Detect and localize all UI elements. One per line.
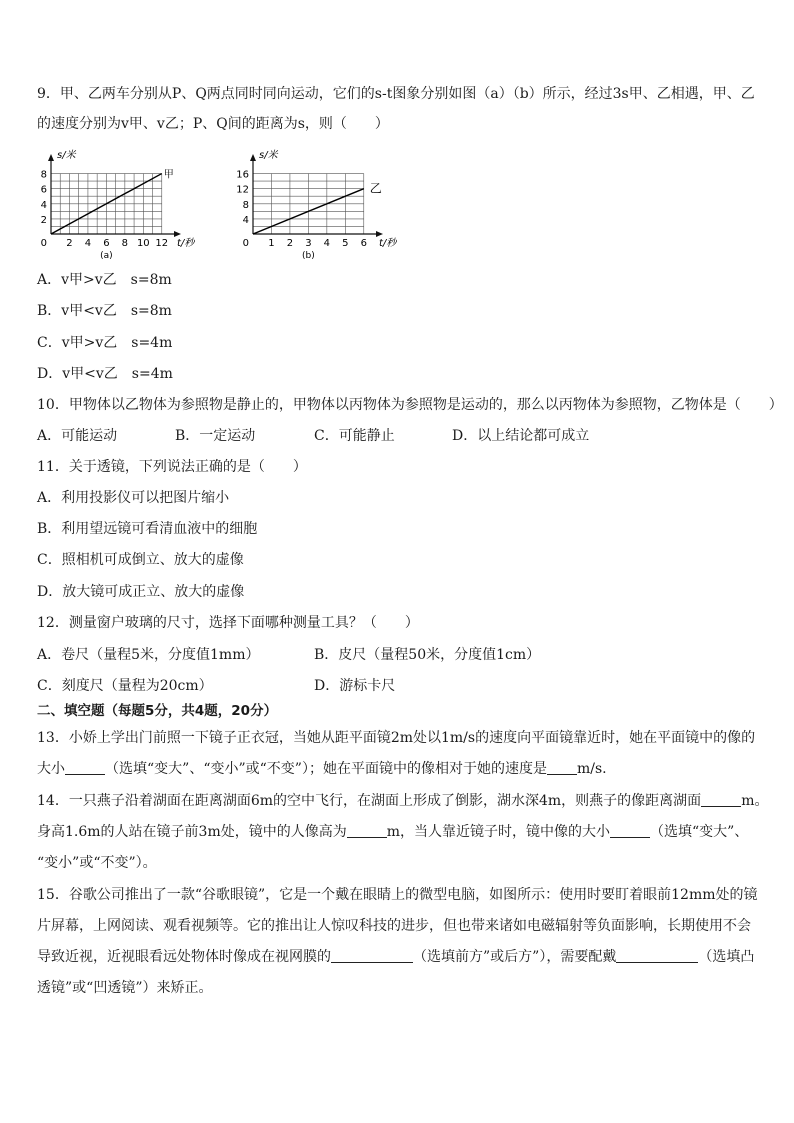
- q9-stem-line1: 9．甲、乙两车分别从P、Q两点同时同向运动，它们的s-t图象分别如图（a）（b）所示，经过3s甲、乙相遇，甲、乙: [37, 86, 755, 102]
- q14-text-c: 身高1.6m的人站在镜子前3m处，镜中的人像高为: [37, 824, 347, 840]
- q11-stem: 11．关于透镜，下列说法正确的是（ ）: [37, 459, 307, 475]
- q11-option-c[interactable]: C．照相机可成倒立、放大的虚像: [37, 552, 244, 568]
- q10-stem: 10．甲物体以乙物体为参照物是静止的，甲物体以丙物体为参照物是运动的，那么以丙物体为参照物，乙物体是（ ）: [37, 397, 783, 413]
- q11-option-a[interactable]: A．利用投影仪可以把图片缩小: [37, 490, 230, 506]
- q14-blank-1[interactable]: [701, 792, 741, 807]
- x-tick-label: 1: [268, 238, 275, 249]
- q13-text-a: 大小: [37, 761, 65, 777]
- q10-option-b[interactable]: B．一定运动: [175, 428, 256, 444]
- y-axis-label: s/米: [57, 150, 76, 161]
- series-label: 乙: [369, 181, 382, 196]
- q15-line2: 片屏幕，上网阅读、观看视频等。它的推出让人惊叹科技的进步，但也带来诸如电磁辐射等负面影响，长期使用不会: [37, 918, 751, 934]
- y-tick-label: 16: [236, 169, 249, 181]
- q15-line4: 透镜”或“凹透镜”）来矫正。: [37, 980, 213, 996]
- x-tick-label: 4: [323, 238, 331, 249]
- q14-text-a: 14．一只燕子沿着湖面在距离湖面6m的空中飞行，在湖面上形成了倒影，湖水深4m，则燕子的像距离湖面: [37, 793, 702, 809]
- q15-line1: 15．谷歌公司推出了一款“谷歌眼镜”，它是一个戴在眼睛上的微型电脑，如图所示：使用时要盯着眼前12mm处的镜: [37, 887, 758, 903]
- y-tick-label: 8: [242, 199, 249, 211]
- q15-line3: [37, 947, 759, 967]
- q14-blank-2[interactable]: [347, 823, 387, 838]
- x-axis-arrow: [174, 231, 181, 237]
- q15-blank-1[interactable]: [331, 948, 413, 963]
- q13-text-b: （选填“变大”、“变小”或“不变”）；她在平面镜中的像相对于她的速度是: [105, 761, 547, 777]
- y-axis-arrow: [48, 154, 54, 161]
- q12-option-d[interactable]: D．游标卡尺: [314, 678, 396, 694]
- q13-blank-2[interactable]: [547, 760, 577, 775]
- origin-label: 0: [242, 238, 249, 249]
- chart-b-yi: [233, 138, 413, 264]
- x-axis-label: t/秒: [177, 238, 195, 249]
- x-axis-label: t/秒: [379, 238, 397, 249]
- series-label: 甲: [163, 169, 174, 181]
- x-axis-arrow: [376, 231, 383, 237]
- q14-line2: [37, 822, 759, 842]
- x-tick-label: 6: [360, 238, 367, 249]
- y-tick-label: 4: [242, 214, 249, 226]
- y-tick-label: 6: [40, 184, 47, 196]
- q13-blank-1[interactable]: [65, 760, 105, 775]
- q14-line1: [37, 791, 769, 811]
- q9-option-d[interactable]: D．v甲<v乙 s=4m: [37, 366, 173, 382]
- q12-stem: 12．测量窗户玻璃的尺寸，选择下面哪种测量工具？（ ）: [37, 615, 419, 631]
- q10-option-c[interactable]: C．可能静止: [314, 428, 395, 444]
- q14-blank-3[interactable]: [610, 823, 650, 838]
- q14-line3: “变小”或“不变”）。: [37, 855, 157, 871]
- q10-option-d[interactable]: D．以上结论都可成立: [452, 428, 590, 444]
- q9-option-c[interactable]: C．v甲>v乙 s=4m: [37, 335, 173, 351]
- chart-a-jia: [33, 138, 213, 264]
- x-tick-label: 4: [84, 238, 92, 249]
- y-tick-label: 12: [236, 184, 249, 196]
- x-tick-label: 5: [342, 238, 349, 249]
- q13-line1: 13．小娇上学出门前照一下镜子正衣冠，当她从距平面镜2m处以1m/s的速度向平面镜靠近时，她在平面镜中的像的: [37, 730, 756, 746]
- q15-blank-2[interactable]: [616, 948, 698, 963]
- x-tick-label: 12: [155, 238, 169, 249]
- q11-option-d[interactable]: D．放大镜可成正立、放大的虚像: [37, 584, 245, 600]
- x-tick-label: 2: [286, 238, 294, 249]
- q11-option-b[interactable]: B．利用望远镜可看清血液中的细胞: [37, 521, 258, 537]
- x-tick-label: 8: [121, 238, 129, 249]
- q13-line2: [37, 759, 759, 779]
- q14-text-d: m，当人靠近镜子时，镜中像的大小: [386, 824, 611, 840]
- origin-label: 0: [40, 238, 47, 249]
- section-2-heading: 二、填空题（每题5分，共4题，20分）: [37, 703, 278, 719]
- y-tick-label: 4: [40, 199, 47, 211]
- y-axis-label: s/米: [259, 150, 278, 161]
- q12-option-b[interactable]: B．皮尺（量程50米，分度值1cm）: [314, 647, 541, 663]
- y-tick-label: 8: [40, 169, 47, 181]
- q15-text-c: （选填凸: [698, 949, 755, 965]
- q15-text-a: 导致近视，近视眼看远处物体时像成在视网膜的: [37, 949, 331, 965]
- q12-option-c[interactable]: C．刻度尺（量程为20cm）: [37, 678, 213, 694]
- q9-stem-line2: 的速度分别为v甲、v乙；P、Q间的距离为s，则（ ）: [37, 116, 389, 132]
- x-tick-label: 2: [66, 238, 73, 249]
- q9-option-b[interactable]: B．v甲<v乙 s=8m: [37, 303, 172, 319]
- y-tick-label: 2: [40, 214, 47, 226]
- q13-text-c: m/s.: [576, 761, 607, 777]
- chart-caption: (b): [302, 251, 315, 261]
- x-tick-label: 10: [136, 238, 150, 249]
- chart-caption: (a): [100, 251, 113, 261]
- q14-text-e: （选填“变大”、: [650, 824, 749, 840]
- x-tick-label: 6: [103, 238, 110, 249]
- q9-option-a[interactable]: A．v甲>v乙 s=8m: [37, 272, 172, 288]
- q15-text-b: （选填前方”或后方”），需要配戴: [413, 949, 617, 965]
- q12-option-a[interactable]: A．卷尺（量程5米，分度值1mm）: [37, 647, 260, 663]
- q14-text-b: m。: [741, 793, 769, 809]
- y-axis-arrow: [250, 154, 256, 161]
- q10-option-a[interactable]: A．可能运动: [37, 428, 118, 444]
- x-tick-label: 3: [305, 238, 312, 249]
